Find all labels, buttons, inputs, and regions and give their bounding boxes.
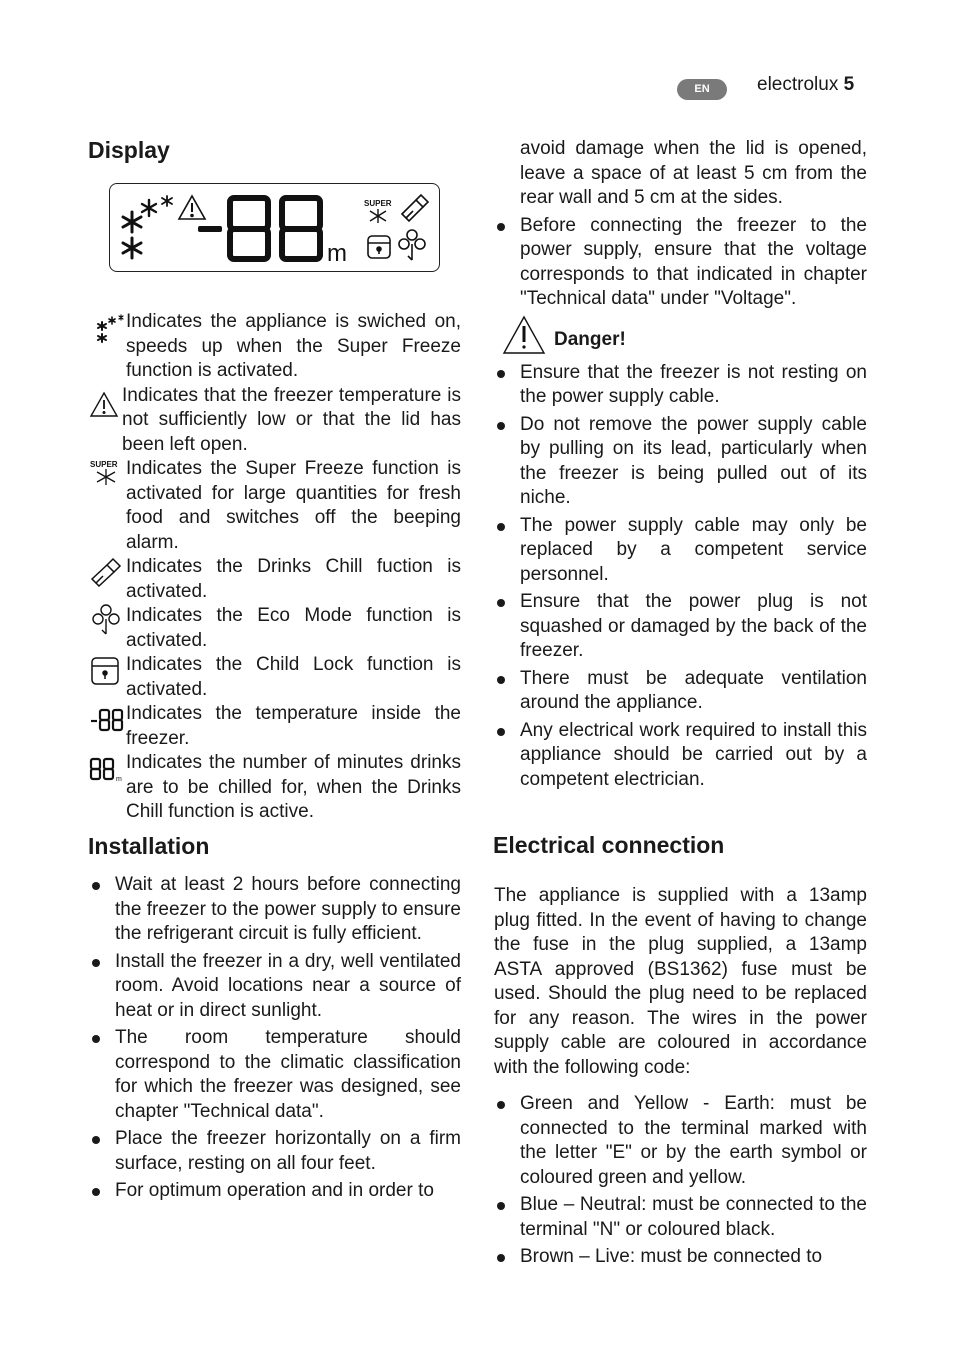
list-item: Indicates the temperature inside the freezer.: [89, 702, 461, 751]
list-item: Indicates the Eco Mode function is activated.: [89, 604, 461, 653]
super-freeze-stars-icon: [94, 312, 128, 346]
list-item: Ensure that the freezer is not resting on the power supply cable.: [494, 361, 867, 410]
installation-continuation: avoid damage when the lid is opened, leave a space of at least 5 cm from the rear wall and 5 cm at the sides.: [520, 138, 867, 208]
list-item: Indicates the Drinks Chill fuction is activated.: [89, 555, 461, 604]
svg-text:SUPER: SUPER: [90, 460, 118, 469]
list-item: The room temperature should correspond to the climatic classification for which the freezer was designed, see chapter "Technical data".: [89, 1026, 461, 1124]
child-lock-icon: [89, 655, 123, 689]
list-item: Indicates the Child Lock function is activated.: [89, 653, 461, 702]
list-item: Indicates the appliance is swiched on, speeds up when the Super Freeze function is activated.: [89, 310, 461, 384]
list-item: Blue – Neutral: must be connected to the terminal "N" or coloured black.: [494, 1193, 867, 1242]
list-item: Indicates that the freezer temperature is not sufficiently low or that the lid has been left open.: [89, 384, 461, 458]
list-item: Any electrical work required to install this appliance should be carried out by a competent electrician.: [494, 719, 867, 793]
page-number: 5: [843, 74, 855, 95]
minus-segment: [198, 226, 222, 232]
list-item: Place the freezer horizontally on a firm surface, resting on all four feet.: [89, 1127, 461, 1176]
list-item: Install the freezer in a dry, well ventilated room. Avoid locations near a source of heat or in direct sunlight.: [89, 950, 461, 1024]
drinks-chill-bottle-icon: [402, 195, 428, 221]
list-item: Green and Yellow - Earth: must be connected to the terminal marked with the letter "E" or by the earth symbol or coloured green and yellow.: [494, 1092, 867, 1190]
svg-text:m: m: [116, 776, 122, 783]
display-icon-list: [89, 310, 461, 825]
list-item: Ensure that the power plug is not squashed or damaged by the back of the freezer.: [494, 590, 867, 664]
list-item: The power supply cable may only be replaced by a competent service personnel.: [494, 514, 867, 588]
language-badge: EN: [677, 79, 727, 100]
warning-triangle-icon: [89, 390, 123, 424]
digit-segment-2: [282, 198, 320, 259]
brand-name: electrolux: [757, 74, 839, 95]
electrical-section: [494, 884, 867, 1273]
eco-mode-icon: [89, 603, 123, 637]
drinks-chill-bottle-icon: [89, 557, 123, 591]
warning-triangle-icon: [502, 315, 546, 355]
list-item: Brown – Live: must be connected to: [494, 1245, 867, 1270]
minutes-digits-icon: [90, 753, 124, 787]
display-heading: Display: [88, 137, 170, 163]
super-freeze-icon: [89, 455, 123, 489]
svg-text:SUPER: SUPER: [364, 199, 392, 208]
page-header: [757, 74, 854, 96]
temperature-digits-icon: [90, 704, 124, 738]
warning-triangle-icon: [179, 196, 205, 219]
list-item: For optimum operation and in order to: [89, 1179, 461, 1204]
child-lock-icon: [368, 236, 390, 258]
list-item: m Indicates the number of minutes drinks are to be chilled for, when the Drinks Chill function is active.: [89, 751, 461, 825]
super-freeze-stars-icon: [123, 196, 172, 258]
danger-label: Danger!: [554, 328, 626, 350]
danger-notice: [494, 315, 867, 359]
list-item: Wait at least 2 hours before connecting the freezer to the power supply to ensure the refrigerant circuit is fully efficient.: [89, 873, 461, 947]
super-freeze-icon: [364, 199, 392, 223]
electrical-intro: The appliance is supplied with a 13amp plug fitted. In the event of having to change the fuse in the plug supplied, a 13amp ASTA approved (BS1362) fuse must be used. Should the plug need to be replaced for any reason. The wires in the power supply cable are coloured in accordance with the following code:: [494, 885, 867, 1078]
right-column: [494, 137, 867, 795]
list-item: Do not remove the power supply cable by pulling on its lead, particularly when the freezer is being pulled out of its niche.: [494, 413, 867, 511]
electrical-heading: Electrical connection: [493, 832, 725, 858]
display-panel: [109, 183, 440, 272]
list-item: SUPER Indicates the Super Freeze function is activated for large quantities for fresh food and switches off the beeping alarm.: [89, 457, 461, 555]
installation-heading: Installation: [88, 833, 210, 859]
installation-list: [89, 873, 461, 1207]
list-item: There must be adequate ventilation around the appliance.: [494, 667, 867, 716]
minutes-unit: m: [327, 240, 347, 267]
eco-mode-icon: [399, 230, 425, 260]
list-item: Before connecting the freezer to the power supply, ensure that the voltage corresponds to that indicated in chapter "Technical data" under "Voltage".: [494, 214, 867, 312]
digit-segment-1: [230, 198, 268, 259]
